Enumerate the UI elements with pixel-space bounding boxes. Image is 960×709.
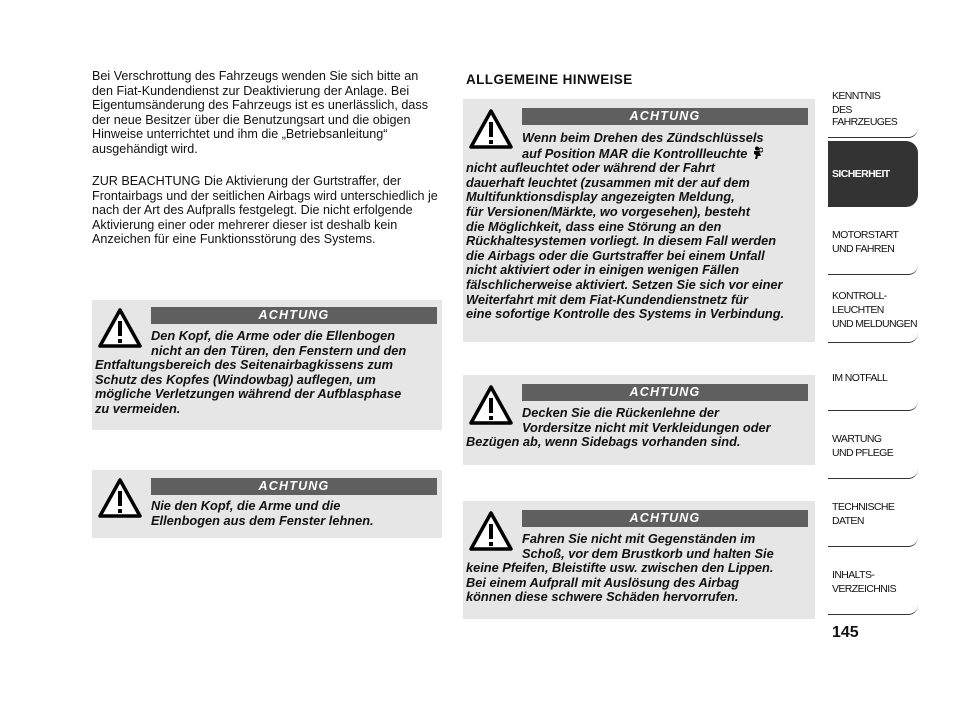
warning-heading: ACHTUNG (522, 384, 808, 401)
tab-sicherheit[interactable]: SICHERHEIT (828, 141, 918, 207)
tab-kenntnis-des-fahrzeuges[interactable]: KENNTNIS DES FAHRZEUGES (828, 72, 918, 138)
warning-text: Wenn beim Drehen des Zündschlüssels auf Position MAR die Kontrollleuchte nicht aufleuchtet oder während der Fahrt dauerhaft leuchtet (zusammen mit der auf dem Multifunktionsdisplay angezeigten Meldung, für Versionen/Märkte, wo vorgesehen), besteht die Möglichkeit, dass eine Störung an den Rückhaltesystemen vorliegt. In diesem Fall werden die Airbags oder die Gurtstraffer bei einem Unfall nicht aktiviert oder in einigen wenigen Fällen fälschlicherweise aktiviert. Setzen Sie sich vor einer Weiterfahrt mit dem Fiat-Kundendienstnetz für eine sofortige Kontrolle des Systems in Verbindung. (466, 130, 785, 322)
warning-box-airbag-light (463, 99, 815, 342)
warning-text: Fahren Sie nicht mit Gegenständen im Schoß, vor dem Brustkorb und halten Sie keine Pfeifen, Bleistifte usw. zwischen den Lippen. Bei einem Aufprall mit Auslösung des Airbag können diese schwere Schäden hervorrufen. (466, 531, 774, 605)
warning-box-seat-covers (463, 375, 815, 465)
warning-text: Decken Sie die Rückenlehne der Vordersitze nicht mit Verkleidungen oder Bezügen ab, wenn Sidebags vorhanden sind. (466, 405, 771, 450)
warning-box-window (92, 470, 442, 538)
page-number: 145 (832, 624, 859, 641)
tab-motorstart-und-fahren[interactable]: MOTORSTART UND FAHREN (828, 209, 918, 275)
tab-inhaltsverzeichnis[interactable]: INHALTS- VERZEICHNIS (828, 549, 918, 615)
warning-box-objects (463, 501, 815, 619)
warning-text: Den Kopf, die Arme oder die Ellenbogen nicht an den Türen, den Fenstern und den Entfaltungsbereich des Seitenairbagkissens zum Schutz des Kopfes (Windowbag) auflegen, um mögliche Verletzungen während der Aufblasphase zu vermeiden. (95, 328, 407, 416)
warning-text: Nie den Kopf, die Arme und die Ellenbogen aus dem Fenster lehnen. (151, 498, 374, 528)
tab-technische-daten[interactable]: TECHNISCHE DATEN (828, 481, 918, 547)
tab-kontrollleuchten[interactable]: KONTROLL- LEUCHTEN UND MELDUNGEN (828, 277, 918, 343)
airbag-warning-light-icon (751, 146, 763, 160)
tab-im-notfall[interactable]: IM NOTFALL (828, 345, 918, 411)
section-title: ALLGEMEINE HINWEISE (466, 72, 633, 87)
tab-wartung-und-pflege[interactable]: WARTUNG UND PFLEGE (828, 413, 918, 479)
paragraph-note: ZUR BEACHTUNG Die Aktivierung der Gurtstraffer, der Frontairbags und der seitlichen Airbags wird unterschiedlich je nach der Art des Aufpralls festgelegt. Die nicht erfolgende Aktivierung einer oder mehrerer dieser ist deshalb kein Anzeichen für eine Funktionsstörung des Systems. (92, 174, 438, 247)
warning-heading: ACHTUNG (151, 307, 437, 324)
warning-heading: ACHTUNG (522, 108, 808, 125)
warning-box-head-arms (92, 300, 442, 430)
warning-heading: ACHTUNG (151, 478, 437, 495)
warning-heading: ACHTUNG (522, 510, 808, 527)
paragraph-scrapping: Bei Verschrottung des Fahrzeugs wenden Sie sich bitte an den Fiat-Kundendienst zur Deaktivierung der Anlage. Bei Eigentumsänderung des Fahrzeugs ist es unerlässlich, dass der neue Besitzer über die Benutzungsart und die obigen Hinweise unterrichtet und ihm die „Betriebsanleitung“ ausgehändigt wird. (92, 69, 429, 156)
